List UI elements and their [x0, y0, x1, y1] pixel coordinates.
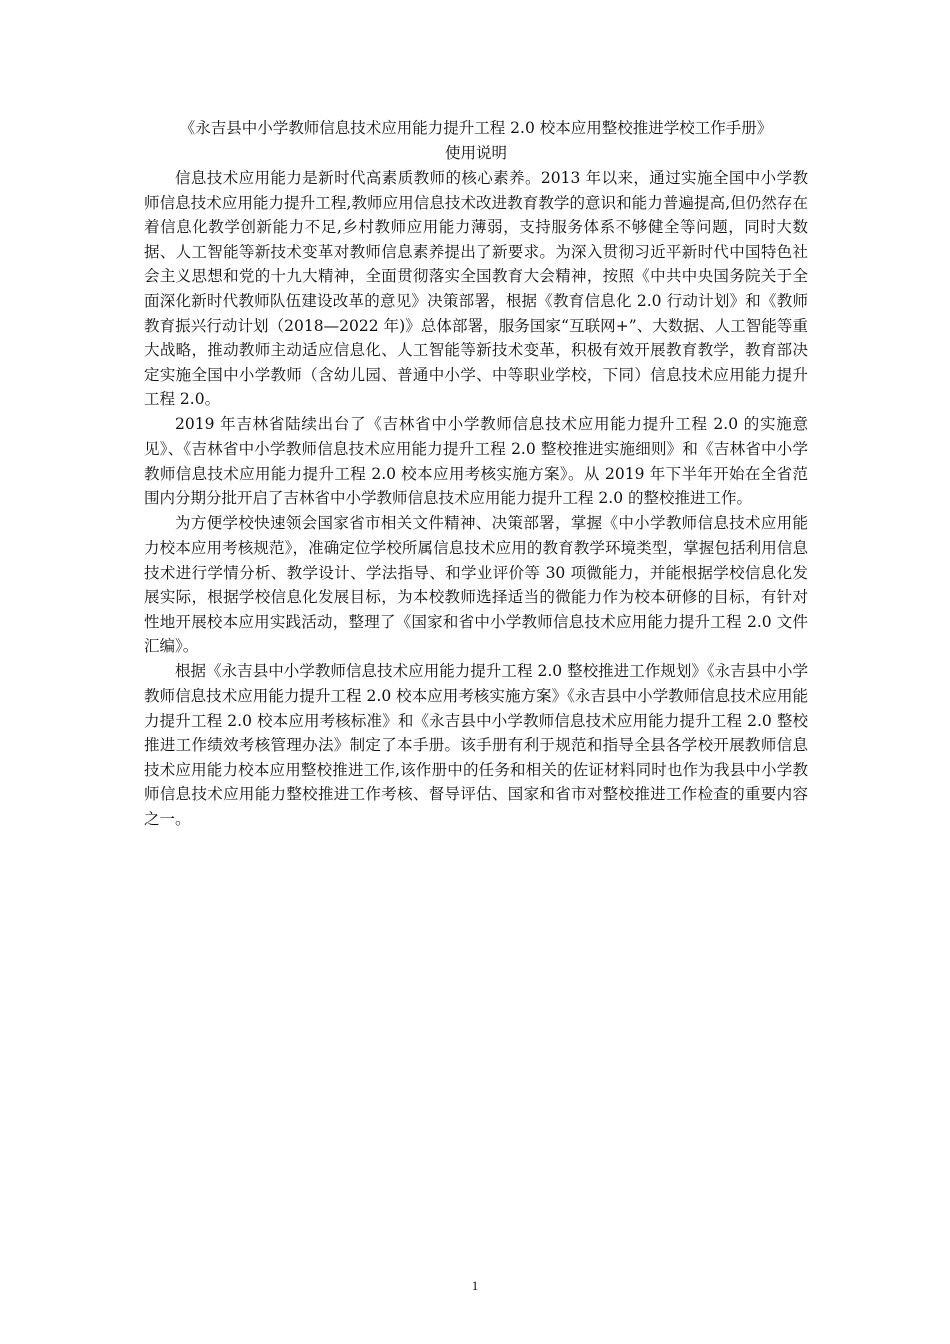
document-body	[144, 116, 808, 832]
page-number: 1	[471, 1278, 479, 1293]
document-title: 《永吉县中小学教师信息技术应用能力提升工程 2.0 校本应用整校推进学校工作手册》	[179, 119, 773, 137]
paragraph-intro: 信息技术应用能力是新时代高素质教师的核心素养。2013 年以来，通过实施全国中小学教师信息技术应用能力提升工程,教师应用信息技术改进教育教学的意识和能力普遍提高,但仍然存在着信息化教学创新能力不足,乡村教师应用能力薄弱，支持服务体系不够健全等问题，同时大数据、人工智能等新技术变革对教师信息素养提出了新要求。为深入贯彻习近平新时代中国特色社会主义思想和党的十九大精神，全面贯彻落实全国教育大会精神，按照《中共中央国务院关于全面深化新时代教师队伍建设改革的意见》决策部署，根据《教育信息化 2.0 行动计划》和《教师教育振兴行动计划（2018—2022 年)》总体部署，服务国家“互联网+”、大数据、人工智能等重大战略，推动教师主动适应信息化、人工智能等新技术变革，积极有效开展教育教学，教育部决定实施全国中小学教师（含幼儿园、普通中小学、中等职业学校，下同）信息技术应用能力提升工程 2.0。	[144, 169, 808, 409]
paragraph-jilin-policy: 2019 年吉林省陆续出台了《吉林省中小学教师信息技术应用能力提升工程 2.0 的实施意见》、《吉林省中小学教师信息技术应用能力提升工程 2.0 整校推进实施细则》和《吉林省中小学教师信息技术应用能力提升工程 2.0 校本应用考核实施方案》。从 2019 年下半年开始在全省范围内分期分批开启了吉林省中小学教师信息技术应用能力提升工程 2.0 的整校推进工作。	[144, 415, 808, 508]
paragraph-basis: 根据《永吉县中小学教师信息技术应用能力提升工程 2.0 整校推进工作规划》《永吉县中小学教师信息技术应用能力提升工程 2.0 校本应用考核实施方案》《永吉县中小学教师信息技术应用能力提升工程 2.0 校本应用考核标准》和《永吉县中小学教师信息技术应用能力提升工程 2.0 整校推进工作绩效考核管理办法》制定了本手册。该手册有利于规范和指导全县各学校开展教师信息技术应用能力校本应用整校推进工作,该作册中的任务和相关的佐证材料同时也作为我县中小学教师信息技术应用能力整校推进工作考核、督导评估、国家和省市对整校推进工作检查的重要内容之一。	[144, 662, 808, 828]
paragraph-purpose: 为方便学校快速领会国家省市相关文件精神、决策部署，掌握《中小学教师信息技术应用能力校本应用考核规范》，准确定位学校所属信息技术应用的教育教学环境类型，掌握包括利用信息技术进行学情分析、教学设计、学法指导、和学业评价等 30 项微能力，并能根据学校信息化发展实际，根据学校信息化发展目标，为本校教师选择适当的微能力作为校本研修的目标，有针对性地开展校本应用实践活动，整理了《国家和省中小学教师信息技术应用能力提升工程 2.0 文件汇编》。	[144, 514, 808, 656]
document-subtitle: 使用说明	[444, 144, 507, 162]
